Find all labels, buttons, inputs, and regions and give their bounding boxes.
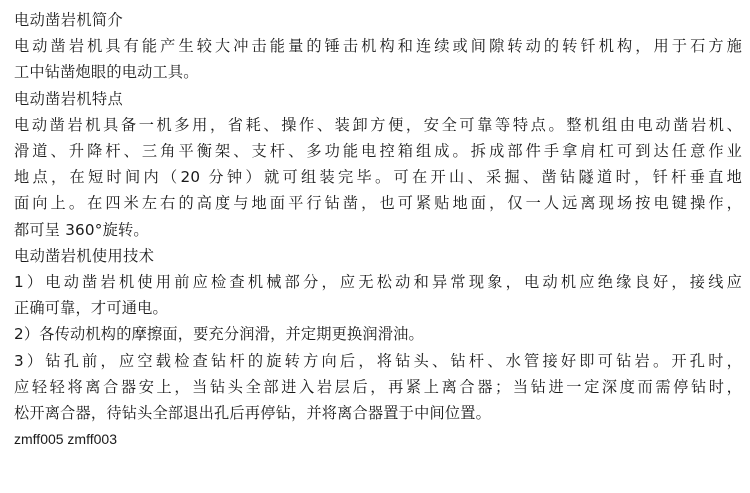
paragraph-line: 滑道、升降杆、三角平衡架、支杆、多功能电控箱组成。拆成部件手拿肩杠可到达任意作业 bbox=[14, 142, 742, 161]
section-heading-usage: 电动凿岩机使用技术 bbox=[14, 246, 155, 265]
list-item-line: 1）电动凿岩机使用前应检查机械部分，应无松动和异常现象，电动机应绝缘良好，接线应 bbox=[14, 273, 742, 292]
list-item-line: 松开离合器，待钻头全部退出孔后再停钻，并将离合器置于中间位置。 bbox=[14, 404, 492, 423]
list-item-line: 正确可靠，才可通电。 bbox=[14, 299, 168, 318]
paragraph-line: 工中钻凿炮眼的电动工具。 bbox=[14, 63, 199, 82]
section-heading-intro: 电动凿岩机简介 bbox=[14, 11, 124, 29]
document-body bbox=[14, 7, 742, 452]
paragraph-line: 地点，在短时间内（20 分钟）就可组装完毕。可在开山、采掘、凿钻隧道时，钎杆垂直地 bbox=[14, 168, 742, 187]
footer-code: zmff005 zmff003 bbox=[14, 431, 117, 448]
paragraph-line: 电动凿岩机具有能产生较大冲击能量的锤击机构和连续或间隙转动的转钎机构，用于石方施 bbox=[14, 37, 742, 56]
paragraph-line: 电动凿岩机具备一机多用，省耗、操作、装卸方便，安全可靠等特点。整机组由电动凿岩机、 bbox=[14, 115, 742, 134]
section-heading-features: 电动凿岩机特点 bbox=[14, 89, 124, 108]
list-item-line: 3）钻孔前，应空载检查钻杆的旋转方向后，将钻头、钻杆、水管接好即可钻岩。开孔时， bbox=[14, 351, 742, 370]
list-item-line: 应轻轻将离合器安上，当钻头全部进入岩层后，再紧上离合器；当钻进一定深度而需停钻时， bbox=[14, 377, 742, 396]
paragraph-line: 面向上。在四米左右的高度与地面平行钻凿，也可紧贴地面，仅一人远离现场按电键操作， bbox=[14, 194, 742, 213]
paragraph-line: 都可呈 360°旋转。 bbox=[14, 220, 149, 239]
list-item-line: 2）各传动机构的摩擦面，要充分润滑，并定期更换润滑油。 bbox=[14, 325, 424, 344]
